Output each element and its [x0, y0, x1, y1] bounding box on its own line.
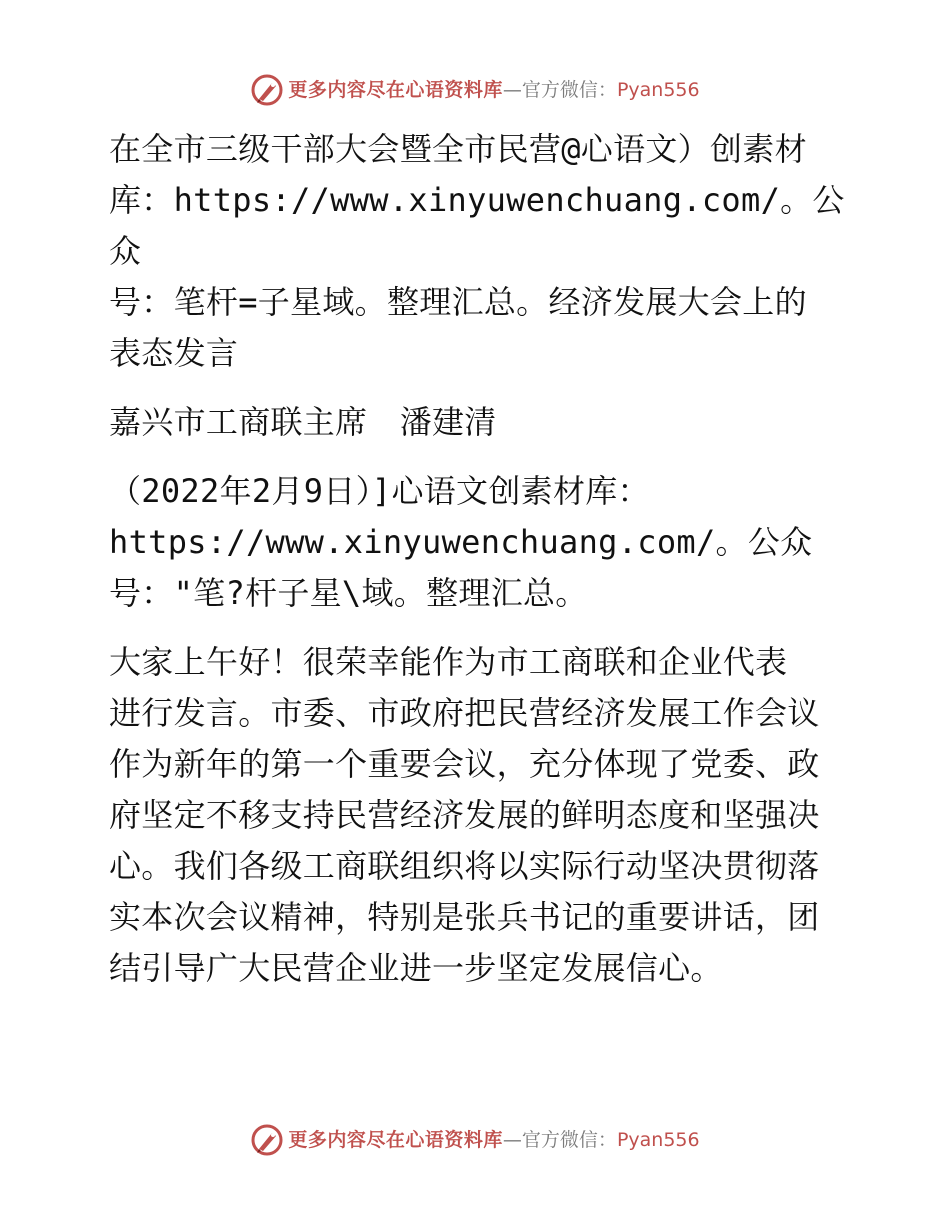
- body-line: 大家上午好！很荣幸能作为市工商联和企业代表: [109, 643, 788, 681]
- watermark-wechat-id: Pyan556: [616, 79, 700, 101]
- title-line: 在全市三级干部大会暨全市民营@心语文）创素材: [109, 130, 807, 168]
- date-line: https://www.xinyuwenchuang.com/。公众: [109, 523, 813, 561]
- body-line: 作为新年的第一个重要会议，充分体现了党委、政: [109, 745, 820, 783]
- watermark-sub-text: —官方微信：: [502, 1129, 617, 1151]
- document-body: [97, 124, 857, 1012]
- footer-watermark: [0, 1120, 950, 1160]
- pen-logo-icon: [250, 1123, 284, 1157]
- speaker-line: 嘉兴市工商联主席 潘建清: [109, 403, 497, 441]
- watermark-sub-text: —官方微信：: [502, 79, 617, 101]
- date-line: （2022年2月9日）]心语文创素材库：: [109, 472, 650, 510]
- document-title: [97, 124, 857, 379]
- title-line: 库：https://www.xinyuwenchuang.com/。公众: [109, 181, 845, 270]
- body-line: 进行发言。市委、市政府把民营经济发展工作会议: [109, 694, 820, 732]
- body-line: 府坚定不移支持民营经济发展的鲜明态度和坚强决: [109, 796, 820, 834]
- date-line: 号："笔?杆子星\域。整理汇总。: [109, 574, 588, 612]
- body-line: 心。我们各级工商联组织将以实际行动坚决贯彻落: [109, 847, 820, 885]
- title-line: 号：笔杆=子星域。整理汇总。经济发展大会上的: [109, 283, 807, 321]
- watermark-main-text: 更多内容尽在心语资料库: [288, 79, 503, 101]
- body-line: 实本次会议精神，特别是张兵书记的重要讲话，团: [109, 898, 820, 936]
- header-watermark: [0, 70, 950, 110]
- date-paragraph: [97, 466, 857, 619]
- header-watermark-content: [250, 73, 699, 107]
- watermark-wechat-id: Pyan556: [616, 1129, 700, 1151]
- body-line: 结引导广大民营企业进一步坚定发展信心。: [109, 949, 723, 987]
- title-line: 表态发言: [109, 334, 239, 372]
- watermark-main-text: 更多内容尽在心语资料库: [288, 1129, 503, 1151]
- footer-watermark-content: [250, 1123, 699, 1157]
- body-paragraph: [97, 637, 857, 994]
- pen-logo-icon: [250, 73, 284, 107]
